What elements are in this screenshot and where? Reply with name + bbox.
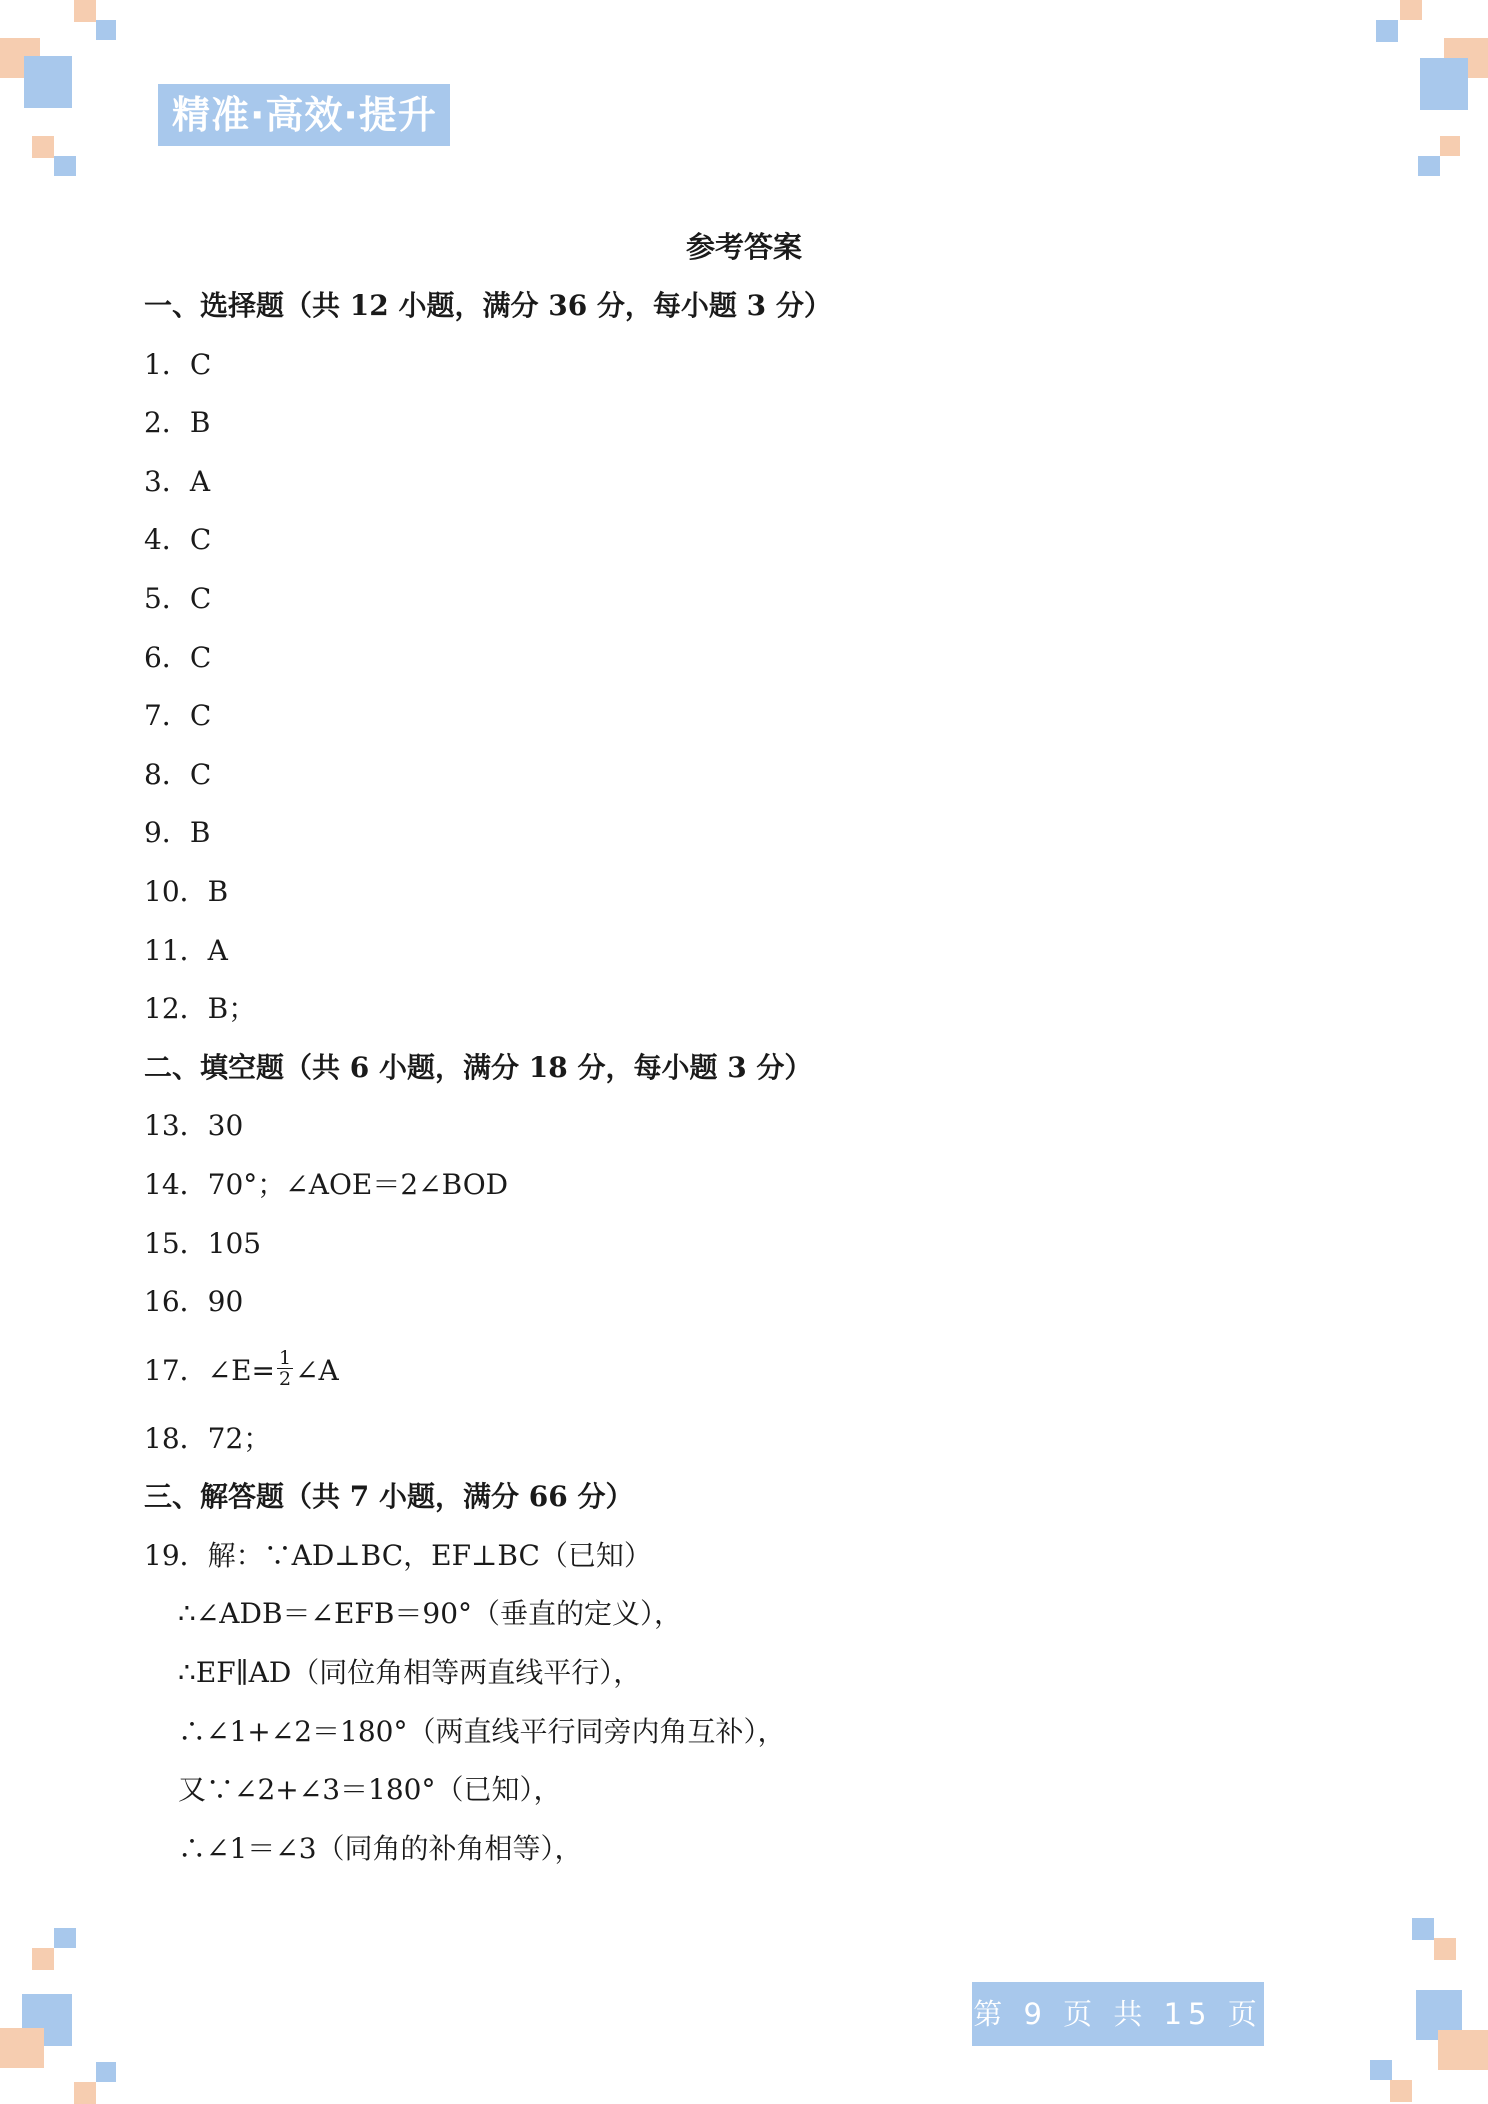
- answer-item: 12．B；: [144, 992, 257, 1026]
- answer-prefix: 17．∠E=: [144, 1353, 275, 1387]
- answer-item: 6．C: [144, 640, 212, 674]
- answer-item: 2．B: [144, 406, 211, 440]
- answer-item: 18．72；: [144, 1421, 272, 1455]
- fraction-numerator: 1: [279, 1346, 292, 1369]
- section-heading-choice: 一、选择题（共 12 小题，满分 36 分，每小题 3 分）: [144, 289, 832, 322]
- page-number-badge: [972, 1982, 1264, 2046]
- answer-item: 8．C: [144, 757, 212, 791]
- answer-item: 3．A: [144, 464, 211, 498]
- section-heading-fill-in: 二、填空题（共 6 小题，满分 18 分，每小题 3 分）: [144, 1050, 813, 1084]
- brand-banner: [158, 84, 450, 146]
- answer-item: 4．C: [144, 523, 212, 557]
- brand-label: 精准·高效·提升: [172, 93, 437, 137]
- answer-item: 15．105: [144, 1226, 262, 1260]
- answer-item: 14．70°；∠AOE＝2∠BOD: [144, 1167, 509, 1201]
- answer-item: 9．B: [144, 816, 211, 850]
- answer-item: 10．B: [144, 874, 229, 908]
- answer-item: 13．30: [144, 1109, 244, 1143]
- answer-item: 1．C: [144, 347, 212, 381]
- solution-line: 又∵∠2+∠3＝180°（已知），: [178, 1773, 562, 1807]
- page-title: 参考答案: [685, 230, 802, 264]
- solution-line: ∴∠ADB＝∠EFB＝90°（垂直的定义），: [178, 1597, 683, 1631]
- page-number-label: 第 9 页 共 15 页: [973, 1997, 1263, 2031]
- section-heading-solution: 三、解答题（共 7 小题，满分 66 分）: [144, 1480, 634, 1514]
- solution-line: ∴EF∥AD（同位角相等两直线平行），: [178, 1656, 642, 1690]
- answer-suffix: ∠A: [295, 1353, 339, 1387]
- fraction: [277, 1348, 293, 1389]
- fraction-denominator: 2: [279, 1367, 292, 1390]
- solution-line: ∴∠1+∠2＝180°（两直线平行同旁内角互补），: [178, 1714, 786, 1748]
- answer-item: 16．90: [144, 1285, 244, 1319]
- answer-sheet: [144, 218, 1344, 1878]
- solution-line: 19．解：∵AD⊥BC，EF⊥BC（已知）: [144, 1538, 652, 1572]
- answer-item: 5．C: [144, 581, 212, 615]
- answer-item-fraction: [144, 1332, 1344, 1410]
- solution-line: ∴∠1＝∠3（同角的补角相等），: [178, 1831, 583, 1865]
- answer-item: 11．A: [144, 933, 228, 967]
- answer-item: 7．C: [144, 699, 212, 733]
